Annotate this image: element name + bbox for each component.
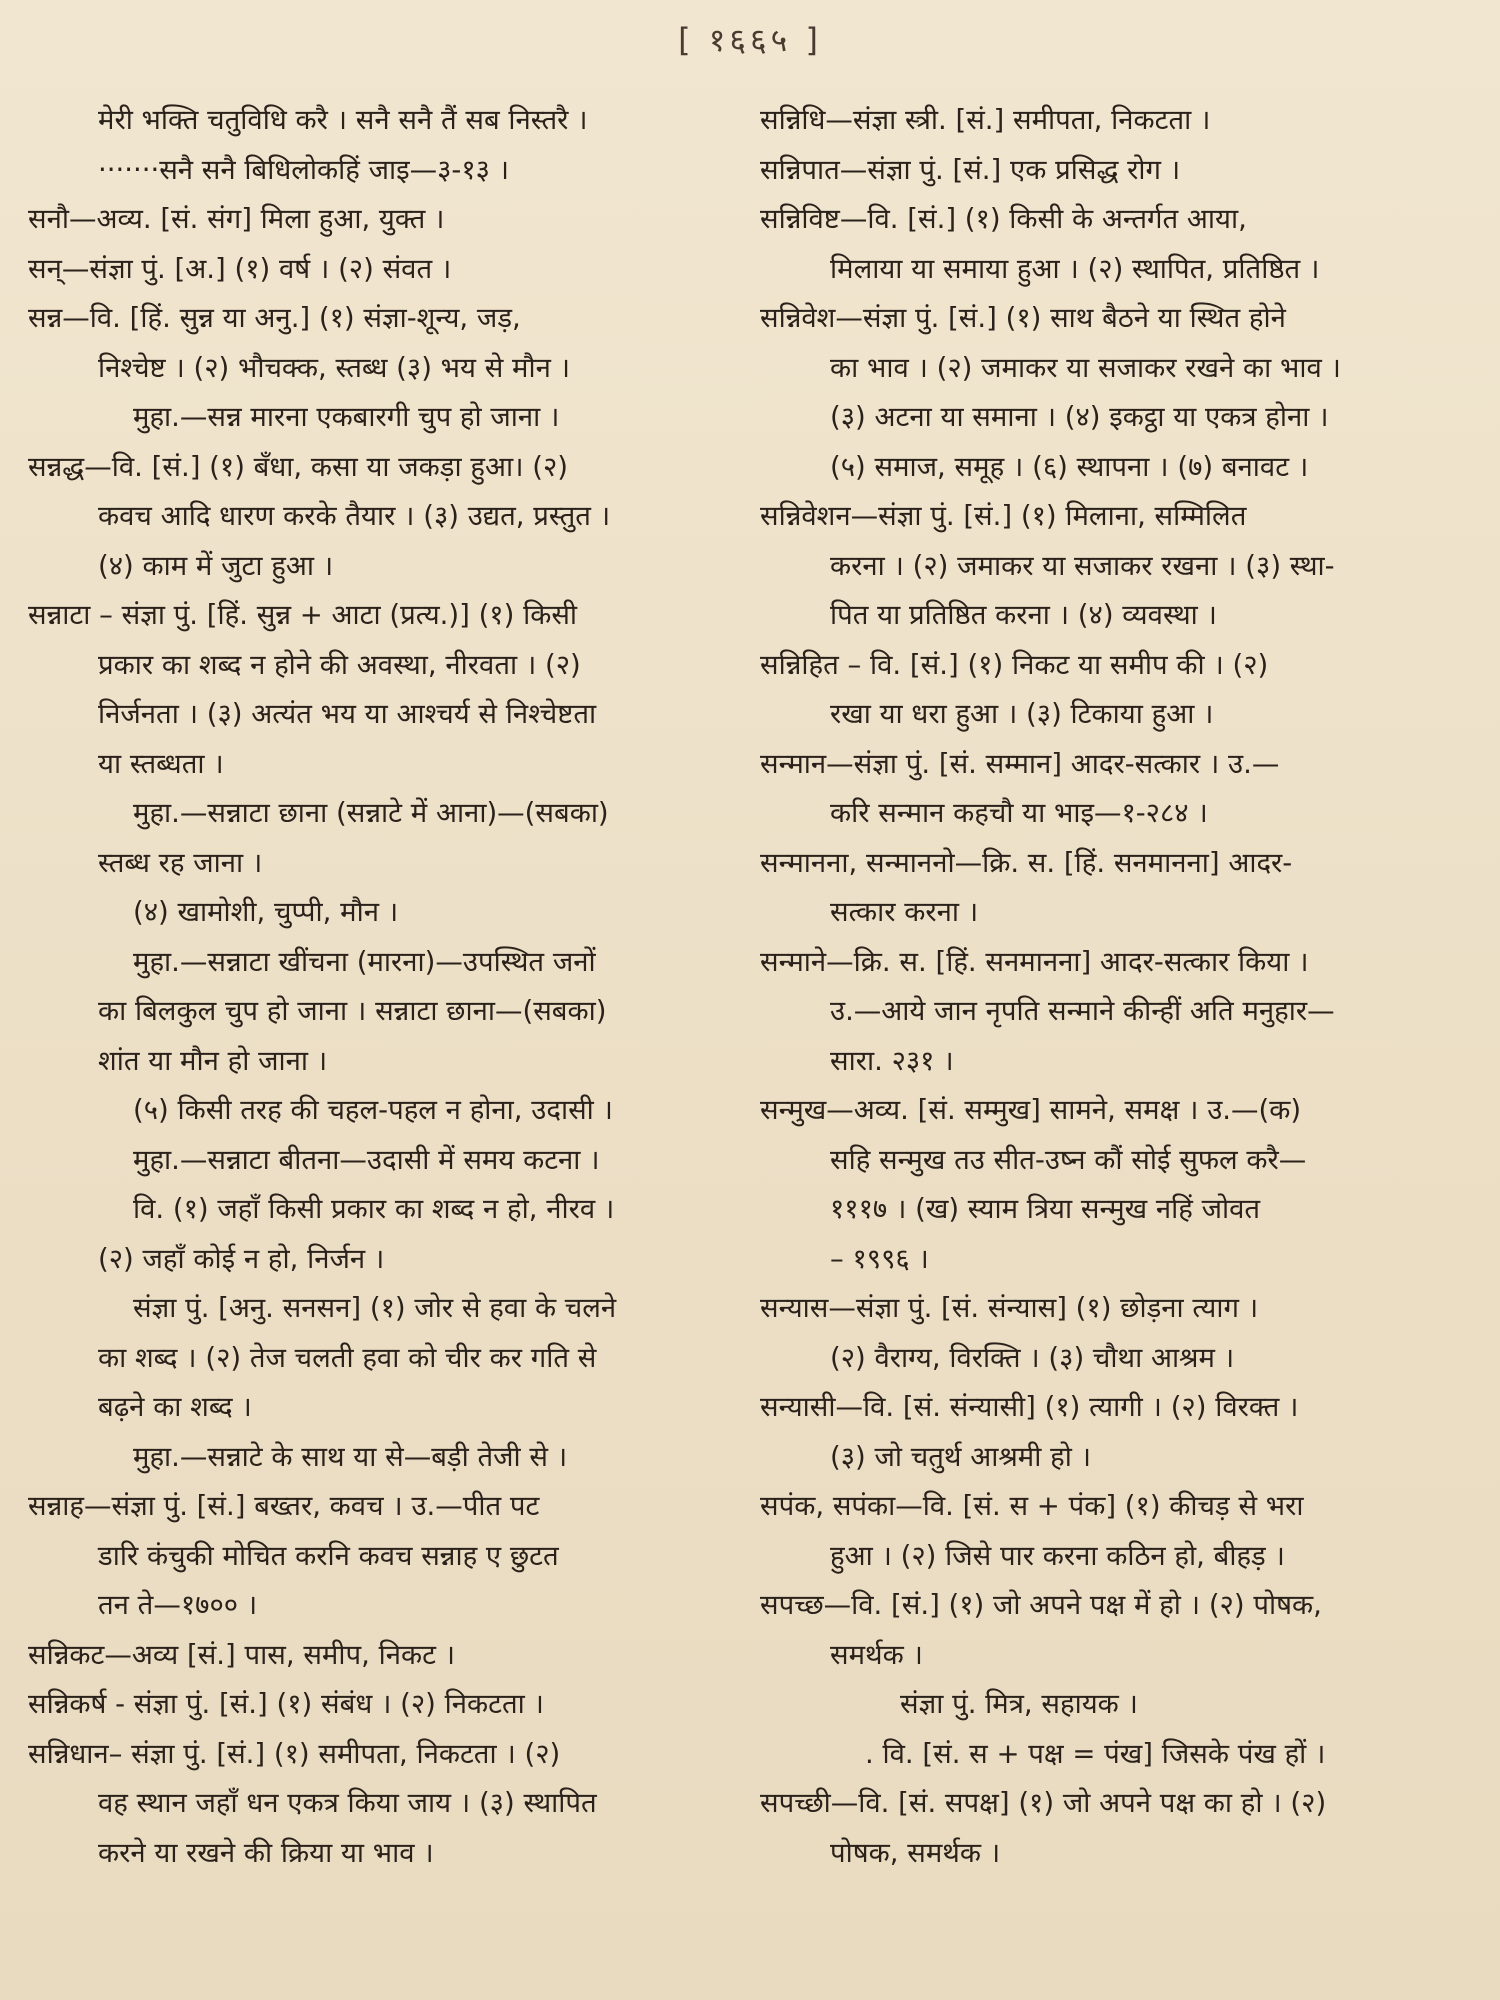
entry-continuation-line: – १९९६ ।	[830, 1242, 929, 1275]
entry-continuation-line: डारि कंचुकी मोचित करनि कवच सन्नाह ए छुटत	[98, 1539, 559, 1572]
entry-headword-line: सन्नद्ध—वि. [सं.] (१) बँधा, कसा या जकड़ा हुआ। (२)	[28, 450, 568, 483]
entry-headword-line: सन्निधान– संज्ञा पुं. [सं.] (१) समीपता, निकटता । (२)	[28, 1737, 561, 1770]
entry-continuation-line: मुहा.—सन्नाटा छाना (सन्नाटे में आना)—(सबका)	[133, 797, 609, 829]
entry-continuation-line: वह स्थान जहाँ धन एकत्र किया जाय । (३) स्थापित	[98, 1787, 597, 1819]
entry-headword-line: सन्निकर्ष - संज्ञा पुं. [सं.] (१) संबंध । (२) निकटता ।	[28, 1688, 544, 1720]
entry-continuation-line: पोषक, समर्थक ।	[830, 1836, 1001, 1869]
left-column	[28, 96, 743, 1878]
entry-continuation-line: सत्कार करना ।	[830, 896, 979, 928]
entry-headword-line: सन्निहित – वि. [सं.] (१) निकट या समीप की । (२)	[760, 648, 1269, 681]
entry-continuation-line: सहि सन्मुख तउ सीत-उष्न कौं सोई सुफल करै—	[830, 1143, 1307, 1176]
entry-continuation-line: संज्ञा पुं. [अनु. सनसन] (१) जोर से हवा के चलने	[133, 1292, 617, 1324]
entry-continuation-line: बढ़ने का शब्द ।	[98, 1391, 252, 1423]
entry-headword-line: सनौ—अव्य. [सं. संग] मिला हुआ, युक्त ।	[28, 203, 445, 235]
entry-continuation-line: समर्थक ।	[830, 1638, 923, 1671]
entry-continuation-line: मुहा.—सन्नाटे के साथ या से—बड़ी तेजी से ।	[133, 1440, 568, 1473]
entry-continuation-line: (५) किसी तरह की चहल-पहल न होना, उदासी ।	[133, 1094, 613, 1126]
entry-continuation-line: करि सन्मान कहचौ या भाइ—१-२८४ ।	[830, 797, 1208, 829]
entry-continuation-line: (२) जहाँ कोई न हो, निर्जन ।	[98, 1242, 385, 1275]
entry-headword-line: सन्निवेश—संज्ञा पुं. [सं.] (१) साथ बैठने या स्थित होने	[760, 302, 1286, 334]
entry-continuation-line: पित या प्रतिष्ठित करना । (४) व्यवस्था ।	[830, 599, 1217, 631]
entry-continuation-line: शांत या मौन हो जाना ।	[98, 1044, 328, 1077]
entry-continuation-line: मुहा.—सन्नाटा बीतना—उदासी में समय कटना ।	[133, 1143, 600, 1176]
entry-headword-line: सन्मुख—अव्य. [सं. सम्मुख] सामने, समक्ष । उ.—(क)	[760, 1094, 1302, 1126]
entry-continuation-line: मुहा.—सन्न मारना एकबारगी चुप हो जाना ।	[133, 401, 560, 433]
entry-headword-line: सन्मान—संज्ञा पुं. [सं. सम्मान] आदर-सत्कार । उ.—	[760, 747, 1280, 780]
entry-headword-line: सन्मानना, सन्माननो—क्रि. स. [हिं. सनमानना] आदर-	[760, 846, 1293, 879]
entry-headword-line: सन्न—वि. [हिं. सुन्न या अनु.] (१) संज्ञा-शून्य, जड़,	[28, 302, 521, 334]
entry-continuation-line: कवच आदि धारण करके तैयार । (३) उद्यत, प्रस्तुत ।	[98, 500, 611, 532]
entry-continuation-line: सारा. २३१ ।	[830, 1044, 954, 1077]
entry-continuation-line: करने या रखने की क्रिया या भाव ।	[98, 1836, 434, 1869]
right-column	[760, 96, 1475, 1878]
entry-continuation-line: मुहा.—सन्नाटा खींचना (मारना)—उपस्थित जनों	[133, 945, 596, 978]
entry-headword-line: सन्यास—संज्ञा पुं. [सं. संन्यास] (१) छोड़ना त्याग ।	[760, 1292, 1259, 1324]
entry-headword-line: सपंक, सपंका—वि. [सं. स + पंक] (१) कीचड़ से भरा	[760, 1490, 1304, 1522]
entry-headword-line: सन्यासी—वि. [सं. संन्यासी] (१) त्यागी । (२) विरक्त ।	[760, 1391, 1299, 1423]
entry-headword-line: सपच्छ—वि. [सं.] (१) जो अपने पक्ष में हो । (२) पोषक,	[760, 1589, 1322, 1621]
entry-continuation-line: १११७ । (ख) स्याम त्रिया सन्मुख नहिं जोवत	[830, 1193, 1261, 1225]
entry-continuation-line: रखा या धरा हुआ । (३) टिकाया हुआ ।	[830, 698, 1214, 730]
entry-headword-line: सन्निकट—अव्य [सं.] पास, समीप, निकट ।	[28, 1638, 456, 1671]
entry-continuation-line: (३) अटना या समाना । (४) इकट्ठा या एकत्र होना ।	[830, 401, 1329, 433]
entry-continuation-line: (४) खामोशी, चुप्पी, मौन ।	[133, 896, 399, 928]
entry-headword-line: सन्नाटा – संज्ञा पुं. [हिं. सुन्न + आटा (प्रत्य.)] (१) किसी	[28, 599, 578, 631]
entry-continuation-line: (४) काम में जुटा हुआ ।	[98, 549, 334, 582]
entry-headword-line: सन्निपात—संज्ञा पुं. [सं.] एक प्रसिद्ध रोग ।	[760, 153, 1181, 186]
entry-continuation-line: या स्तब्धता ।	[98, 747, 224, 780]
entry-headword-line: सपच्छी—वि. [सं. सपक्ष] (१) जो अपने पक्ष का हो । (२)	[760, 1787, 1327, 1819]
entry-continuation-line: का भाव । (२) जमाकर या सजाकर रखने का भाव ।	[830, 351, 1341, 384]
entry-headword-line: सन्निवेशन—संज्ञा पुं. [सं.] (१) मिलाना, सम्मिलित	[760, 500, 1247, 532]
entry-continuation-line: मिलाया या समाया हुआ । (२) स्थापित, प्रतिष्ठित ।	[830, 252, 1320, 285]
entry-continuation-line: . वि. [सं. स + पक्ष = पंख] जिसके पंख हों ।	[865, 1737, 1326, 1770]
entry-continuation-line: (२) वैराग्य, विरक्ति । (३) चौथा आश्रम ।	[830, 1341, 1235, 1374]
entry-continuation-line: (३) जो चतुर्थ आश्रमी हो ।	[830, 1440, 1091, 1473]
entry-continuation-line: प्रकार का शब्द न होने की अवस्था, नीरवता । (२)	[98, 648, 581, 681]
entry-continuation-line: वि. (१) जहाँ किसी प्रकार का शब्द न हो, नीरव ।	[133, 1193, 615, 1225]
entry-continuation-line: मेरी भक्ति चतुविधि करै । सनै सनै तैं सब निस्तरै ।	[98, 104, 588, 136]
entry-headword-line: सन्निविष्ट—वि. [सं.] (१) किसी के अन्तर्गत आया,	[760, 203, 1247, 235]
entry-headword-line: सन्निधि—संज्ञा स्त्री. [सं.] समीपता, निकटता ।	[760, 104, 1211, 136]
entry-continuation-line: का शब्द । (२) तेज चलती हवा को चीर कर गति से	[98, 1341, 597, 1374]
entry-continuation-line: निश्चेष्ट । (२) भौचक्क, स्तब्ध (३) भय से मौन ।	[98, 351, 571, 384]
entry-headword-line: सन्नाह—संज्ञा पुं. [सं.] बख्तर, कवच । उ.—पीत पट	[28, 1490, 540, 1522]
entry-continuation-line: ·······सनै सनै बिधिलोकहिं जाइ—३-१३ ।	[98, 153, 510, 186]
entry-headword-line: सन्माने—क्रि. स. [हिं. सनमानना] आदर-सत्कार किया ।	[760, 945, 1309, 978]
page-number: [ १६६५ ]	[678, 21, 822, 59]
entry-continuation-line: तन ते—१७०० ।	[98, 1589, 258, 1621]
entry-continuation-line: उ.—आये जान नृपति सन्माने कीन्हीं अति मनुहार—	[830, 995, 1335, 1027]
entry-continuation-line: संज्ञा पुं. मित्र, सहायक ।	[900, 1688, 1138, 1720]
entry-continuation-line: का बिलकुल चुप हो जाना । सन्नाटा छाना—(सबका)	[98, 995, 607, 1027]
entry-continuation-line: करना । (२) जमाकर या सजाकर रखना । (३) स्था-	[830, 549, 1335, 582]
entry-continuation-line: (५) समाज, समूह । (६) स्थापना । (७) बनावट ।	[830, 450, 1309, 483]
entry-headword-line: सन्—संज्ञा पुं. [अ.] (१) वर्ष । (२) संवत ।	[28, 252, 452, 285]
entry-continuation-line: स्तब्ध रह जाना ।	[98, 846, 263, 879]
entry-continuation-line: हुआ । (२) जिसे पार करना कठिन हो, बीहड़ ।	[830, 1539, 1285, 1572]
entry-continuation-line: निर्जनता । (३) अत्यंत भय या आश्चर्य से निश्चेष्टता	[98, 698, 597, 730]
